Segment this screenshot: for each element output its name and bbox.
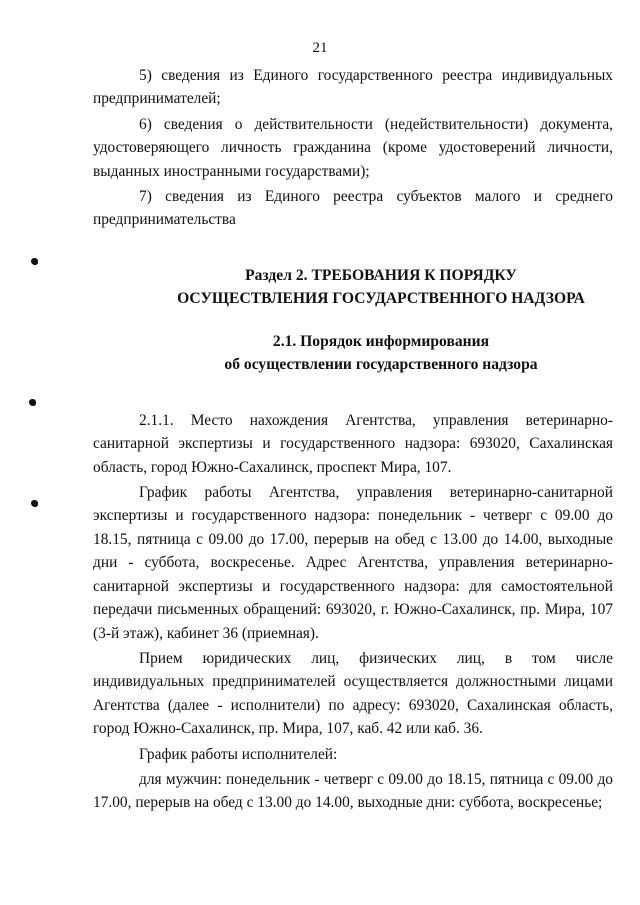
punch-hole-mark bbox=[31, 255, 38, 269]
paragraph-reception: Прием юридических лиц, физических лиц, в том числе индивидуальных предпринимателей осуществляется должностными лицами Агентства (далее - исполнители) по адресу: 693020, Сахалинская область, город Южно-Сахалинск, пр. Мира, 107, каб. 42 или каб. 36. bbox=[93, 649, 613, 738]
section-title-line-2: ОСУЩЕСТВЛЕНИЯ ГОСУДАРСТВЕННОГО НАДЗОРА bbox=[177, 289, 585, 307]
list-item-6: 6) сведения о действительности (недействительности) документа, удостоверяющего личность гражданина (кроме удостоверений личности, выданных иностранными государствами); bbox=[93, 115, 613, 180]
section-title-line-1: Раздел 2. ТРЕБОВАНИЯ К ПОРЯДКУ bbox=[245, 266, 517, 284]
paragraph-men-schedule: для мужчин: понедельник - четверг с 09.00 до 18.15, пятница с 09.00 до 17.00, перерыв на обед с 13.00 до 14.00, выходные дни: суббота, воскресенье; bbox=[93, 770, 613, 812]
punch-hole-mark bbox=[29, 396, 36, 410]
spacer bbox=[93, 376, 613, 409]
page-number: 21 bbox=[312, 40, 328, 56]
paragraph-work-schedule: График работы Агентства, управления ветеринарно-санитарной экспертизы и государственного надзора: понедельник - четверг с 09.00 до 18.15, пятница с 09.00 до 17.00, перерыв на обед с 13.00 до 14.00, выходные дни - суббота, воскресенье. Адрес Агентства, управления ветеринарно-санитарной экспертизы и государственного надзора: для самостоятельной передачи письменных обращений: 693020, г. Южно-Сахалинск, пр. Мира, 107 (3-й этаж), кабинет 36 (приемная). bbox=[93, 484, 613, 642]
punch-hole-mark bbox=[31, 497, 38, 511]
paragraph-executors-schedule: График работы исполнителей: bbox=[139, 745, 338, 763]
subsection-title-line-2: об осуществлении государственного надзора bbox=[224, 355, 538, 373]
document-body bbox=[93, 64, 613, 815]
list-item-7: 7) сведения из Единого реестра субъектов малого и среднего предпринимательства bbox=[93, 188, 613, 229]
subsection-title-line-1: 2.1. Порядок информирования bbox=[272, 332, 490, 350]
list-item-5: 5) сведения из Единого государственного реестра индивидуальных предпринимателей; bbox=[93, 67, 613, 108]
paragraph-location: 2.1.1. Место нахождения Агентства, управления ветеринарно-санитарной экспертизы и государственного надзора: 693020, Сахалинская область, город Южно-Сахалинск, проспект Мира, 107. bbox=[93, 411, 613, 476]
